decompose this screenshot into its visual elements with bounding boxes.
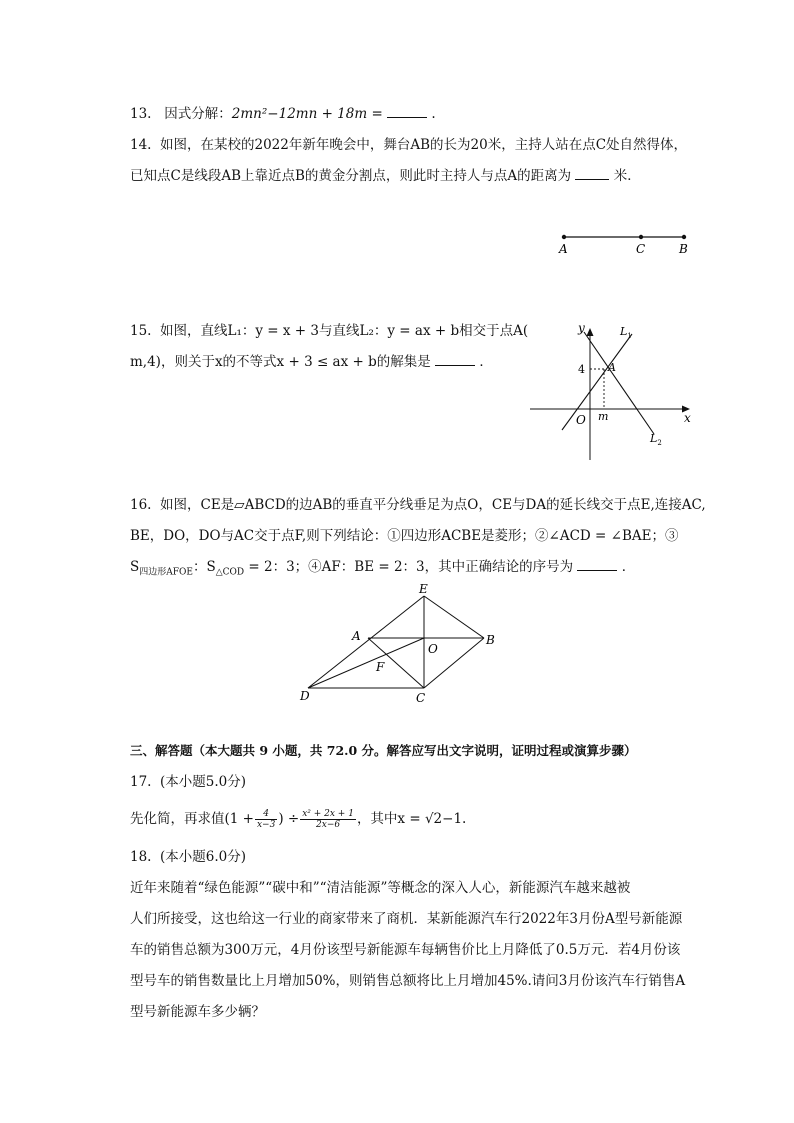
question-17-body (130, 806, 700, 832)
area-subscript-2: △COD (215, 567, 245, 578)
question-text-divide: ) ÷ (278, 811, 300, 827)
y-axis-label: y (578, 321, 585, 335)
line-l1 (562, 334, 632, 430)
end-mark: . (431, 106, 436, 122)
fraction-1 (255, 809, 277, 830)
label-b: B (486, 633, 495, 647)
question-score: (本小题6.0分) (160, 849, 247, 865)
q14-segment-figure (540, 226, 710, 260)
question-text: 因式分解： (164, 106, 232, 122)
fraction-2-numerator: x² + 2x + 1 (302, 809, 354, 819)
segment-do (308, 638, 424, 688)
l1-label: $L_1$ (620, 325, 632, 340)
segment-eb (424, 596, 484, 638)
question-18-line: 型号新能源车多少辆？ (130, 1004, 265, 1020)
answer-blank (387, 105, 427, 118)
section-title: 三、解答题（本大题共 9 小题，共 72.0 分。解答应写出文字说明，证明过程或演算步骤） (130, 743, 637, 758)
label-c: C (636, 242, 646, 256)
question-number: 18. (130, 849, 152, 865)
question-text: 如图，CE是▱ABCD的边AB的垂直平分线垂足为点O，CE与DA的延长线交于点E,连接AC, (160, 497, 706, 513)
question-18-line: 人们所接受，这也给这一行业的商家带来了商机．某新能源汽车行2022年3月份A型号新能源 (130, 911, 683, 927)
fraction-1-denominator: x−3 (256, 820, 276, 830)
question-text: BE，DO，DO与AC交于点F,则下列结论：①四边形ACBE是菱形；②∠ACD = ∠BAE；③ (130, 528, 679, 544)
area-symbol-2: ：S (192, 559, 216, 575)
question-13 (130, 104, 700, 124)
area-symbol: S (130, 559, 140, 575)
m-label: m (598, 410, 609, 423)
fraction-2-denominator: 2x−6 (316, 820, 341, 830)
question-number: 17. (130, 774, 152, 790)
question-16-line-2 (130, 526, 700, 546)
answer-blank (577, 558, 617, 571)
label-b: B (679, 242, 688, 256)
question-text: 如图，在某校的2022年新年晚会中，舞台AB的长为20米，主持人站在点C处自然得体， (160, 137, 688, 153)
question-14-line-1 (130, 135, 700, 155)
label-a: A (352, 629, 361, 643)
fraction-2 (300, 809, 356, 830)
question-14-line-2 (130, 166, 700, 186)
question-number: 15. (130, 323, 152, 339)
label-c: C (416, 691, 426, 705)
math-expression: 2mn²−12mn + 18m = (231, 106, 383, 122)
l2-label: $L_2$ (650, 432, 662, 447)
point-a (562, 235, 566, 239)
value-4-label: 4 (578, 363, 585, 376)
question-text: 已知点C是线段AB上靠近点B的黄金分割点，则此时主持人与点A的距离为 (130, 168, 572, 184)
question-18-line: 型号车的销售数量比上月增加50%，则销售总额将比上月增加45%.请问3月份该汽车行销售A (130, 973, 686, 989)
question-text-end: 米． (613, 168, 641, 184)
line-l2 (584, 332, 654, 434)
question-18-line: 车的销售总额为300万元，4月份该型号新能源车每辆售价比上月降低了0.5万元．若4月份该 (130, 942, 681, 958)
question-text: 如图，直线L₁：y = x + 3与直线L₂：y = ax + b相交于点A( (160, 323, 529, 339)
question-number: 14. (130, 137, 152, 153)
label-o: O (428, 642, 438, 656)
question-text-condition: ，其中x = √2−1. (356, 811, 467, 827)
x-axis-label: x (684, 411, 691, 425)
question-16-line-1 (130, 495, 706, 515)
question-17-header (130, 772, 700, 792)
label-f: F (376, 660, 385, 674)
fraction-1-numerator: 4 (255, 809, 277, 820)
question-18-line: 近年来随着“绿色能源”“碳中和”“清洁能源”等概念的深入人心，新能源汽车越来越被 (130, 880, 631, 896)
area-subscript-1: 四边形AFOE (139, 567, 193, 578)
answer-blank (575, 167, 609, 180)
question-text-end: ． (621, 559, 636, 575)
question-18-header (130, 847, 700, 867)
point-a-label: A (608, 361, 616, 374)
question-text-end: ． (479, 354, 493, 370)
answer-blank (435, 353, 475, 366)
question-number: 16. (130, 497, 152, 513)
point-b (682, 235, 686, 239)
question-text: = 2：3；④AF：BE = 2：3，其中正确结论的序号为 (244, 559, 574, 575)
question-score: (本小题5.0分) (160, 774, 247, 790)
point-c (639, 235, 643, 239)
origin-label: O (576, 413, 586, 427)
question-text: 先化简，再求值(1 + (130, 811, 254, 827)
q16-parallelogram-figure (290, 578, 510, 710)
y-axis-arrow (587, 328, 594, 336)
label-e: E (419, 582, 428, 596)
q15-graph-figure (524, 318, 700, 464)
label-d: D (300, 689, 310, 703)
question-number: 13. (130, 106, 152, 122)
label-a: A (559, 242, 568, 256)
segment-de (308, 596, 424, 688)
question-text: m,4)，则关于x的不等式x + 3 ≤ ax + b的解集是 (130, 354, 431, 370)
